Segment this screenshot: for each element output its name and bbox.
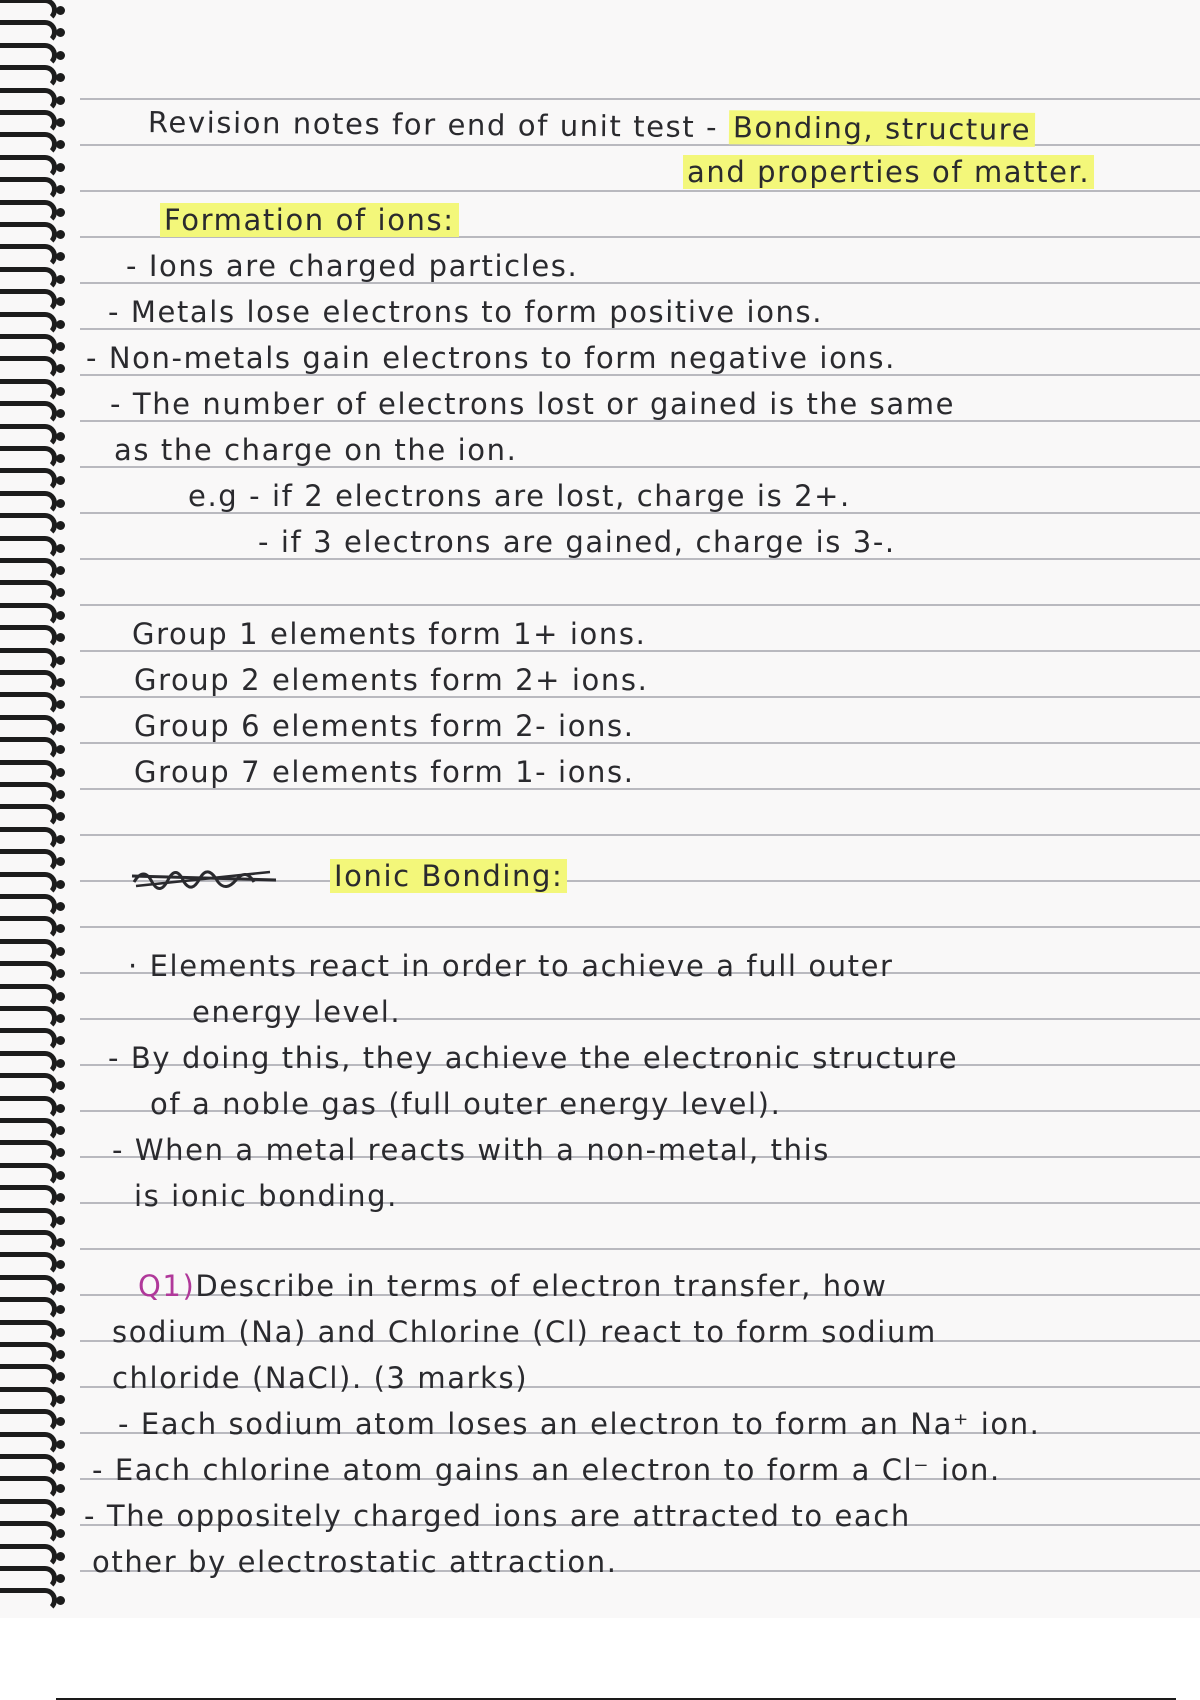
spiral-coil xyxy=(0,845,70,869)
answer-line: - The oppositely charged ions are attracted to each xyxy=(84,1499,911,1533)
spiral-coil xyxy=(0,957,70,981)
spiral-coil xyxy=(0,756,70,780)
spiral-coil xyxy=(0,980,70,1004)
ionic-line: is ionic bonding. xyxy=(134,1179,398,1213)
question-number: Q1) xyxy=(138,1269,196,1303)
ions-line: - Non-metals gain electrons to form negative ions. xyxy=(86,341,896,375)
ruled-line xyxy=(80,834,1200,836)
spiral-coil xyxy=(0,576,70,600)
spiral-coil xyxy=(0,352,70,376)
question-line: chloride (NaCl). (3 marks) xyxy=(112,1361,529,1395)
ionic-line: of a noble gas (full outer energy level). xyxy=(150,1087,782,1121)
spiral-coil xyxy=(0,106,70,130)
group-line: Group 2 elements form 2+ ions. xyxy=(134,663,649,697)
title-line-2 xyxy=(683,154,1094,190)
answer-line: - Each sodium atom loses an electron to form an Na⁺ ion. xyxy=(118,1407,1041,1441)
spiral-coil xyxy=(0,1495,70,1519)
group-line: Group 7 elements form 1- ions. xyxy=(134,755,635,789)
spiral-coil xyxy=(0,1584,70,1608)
spiral-coil xyxy=(0,733,70,757)
spiral-coil xyxy=(0,375,70,399)
spiral-coil xyxy=(0,1092,70,1116)
spiral-coil xyxy=(0,1002,70,1026)
spiral-coil xyxy=(0,711,70,735)
spiral-binding-icon xyxy=(0,0,80,1618)
spiral-coil xyxy=(0,1472,70,1496)
group-line: Group 1 elements form 1+ ions. xyxy=(132,617,647,651)
spiral-coil xyxy=(0,1360,70,1384)
spiral-coil xyxy=(0,61,70,85)
heading-formation-of-ions: Formation of ions: xyxy=(160,202,459,238)
spiral-coil xyxy=(0,688,70,712)
spiral-coil xyxy=(0,487,70,511)
spiral-coil xyxy=(0,868,70,892)
spiral-coil xyxy=(0,1069,70,1093)
ions-example-line: - if 3 electrons are gained, charge is 3-. xyxy=(258,525,896,559)
spiral-coil xyxy=(0,532,70,556)
spiral-coil xyxy=(0,666,70,690)
spiral-coil xyxy=(0,1316,70,1340)
title-highlight-1: Bonding, structure xyxy=(729,110,1035,147)
title-highlight-2: and properties of matter. xyxy=(683,155,1094,189)
spiral-coil xyxy=(0,128,70,152)
spiral-coil xyxy=(0,151,70,175)
ruled-line xyxy=(80,1248,1200,1250)
spiral-coil xyxy=(0,1047,70,1071)
spiral-coil xyxy=(0,1383,70,1407)
spiral-coil xyxy=(0,554,70,578)
ionic-line: - By doing this, they achieve the electronic structure xyxy=(108,1041,959,1075)
spiral-coil xyxy=(0,196,70,220)
question-line-1: Q1)Describe in terms of electron transfer, how xyxy=(138,1269,888,1303)
spiral-coil xyxy=(0,464,70,488)
spiral-coil xyxy=(0,1428,70,1452)
spiral-coil xyxy=(0,912,70,936)
spiral-coil xyxy=(0,1293,70,1317)
spiral-coil xyxy=(0,218,70,242)
spiral-coil xyxy=(0,1024,70,1048)
title-text: Revision notes for end of unit test - xyxy=(147,105,730,145)
spiral-coil xyxy=(0,1181,70,1205)
spiral-coil xyxy=(0,1136,70,1160)
spiral-coil xyxy=(0,39,70,63)
title-line-1 xyxy=(148,104,1035,148)
spiral-coil xyxy=(0,1338,70,1362)
spiral-coil xyxy=(0,397,70,421)
spiral-coil xyxy=(0,308,70,332)
ionic-line: · Elements react in order to achieve a full outer xyxy=(128,949,894,983)
spiral-coil xyxy=(0,621,70,645)
spiral-coil xyxy=(0,890,70,914)
spiral-coil xyxy=(0,1405,70,1429)
heading-ionic-bonding: Ionic Bonding: xyxy=(330,858,567,894)
ruled-line xyxy=(80,926,1200,928)
spiral-coil xyxy=(0,1540,70,1564)
ruled-line xyxy=(80,190,1200,192)
ruled-line xyxy=(80,98,1200,100)
crossed-out-scribble xyxy=(130,862,280,892)
ions-line: - Metals lose electrons to form positive ions. xyxy=(108,295,824,329)
ionic-line: energy level. xyxy=(192,995,402,1029)
spiral-coil xyxy=(0,800,70,824)
ionic-line: - When a metal reacts with a non-metal, this xyxy=(112,1133,830,1167)
ions-line: - Ions are charged particles. xyxy=(126,249,579,283)
spiral-coil xyxy=(0,1271,70,1295)
spiral-coil xyxy=(0,1226,70,1250)
group-line: Group 6 elements form 2- ions. xyxy=(134,709,635,743)
spiral-coil xyxy=(0,599,70,623)
ions-line: - The number of electrons lost or gained is the same xyxy=(110,387,956,421)
spiral-coil xyxy=(0,84,70,108)
spiral-coil xyxy=(0,330,70,354)
spiral-coil xyxy=(0,173,70,197)
question-line: sodium (Na) and Chlorine (Cl) react to form sodium xyxy=(112,1315,937,1349)
answer-line: other by electrostatic attraction. xyxy=(92,1545,618,1579)
spiral-coil xyxy=(0,1517,70,1541)
spiral-coil xyxy=(0,1114,70,1138)
spiral-coil xyxy=(0,778,70,802)
spiral-coil xyxy=(0,1248,70,1272)
spiral-coil xyxy=(0,442,70,466)
spiral-coil xyxy=(0,420,70,444)
spiral-coil xyxy=(0,935,70,959)
spiral-coil xyxy=(0,823,70,847)
spiral-coil xyxy=(0,1204,70,1228)
spiral-coil xyxy=(0,240,70,264)
ions-example-line: e.g - if 2 electrons are lost, charge is 2+. xyxy=(188,479,851,513)
spiral-coil xyxy=(0,16,70,40)
spiral-coil xyxy=(0,263,70,287)
spiral-coil xyxy=(0,0,70,18)
spiral-coil xyxy=(0,644,70,668)
ruled-line xyxy=(80,604,1200,606)
spiral-coil xyxy=(0,1562,70,1586)
ions-line: as the charge on the ion. xyxy=(114,433,518,467)
spiral-coil xyxy=(0,285,70,309)
spiral-coil xyxy=(0,509,70,533)
answer-line: - Each chlorine atom gains an electron to form a Cl⁻ ion. xyxy=(92,1453,1001,1487)
spiral-coil xyxy=(0,1450,70,1474)
spiral-coil xyxy=(0,1159,70,1183)
